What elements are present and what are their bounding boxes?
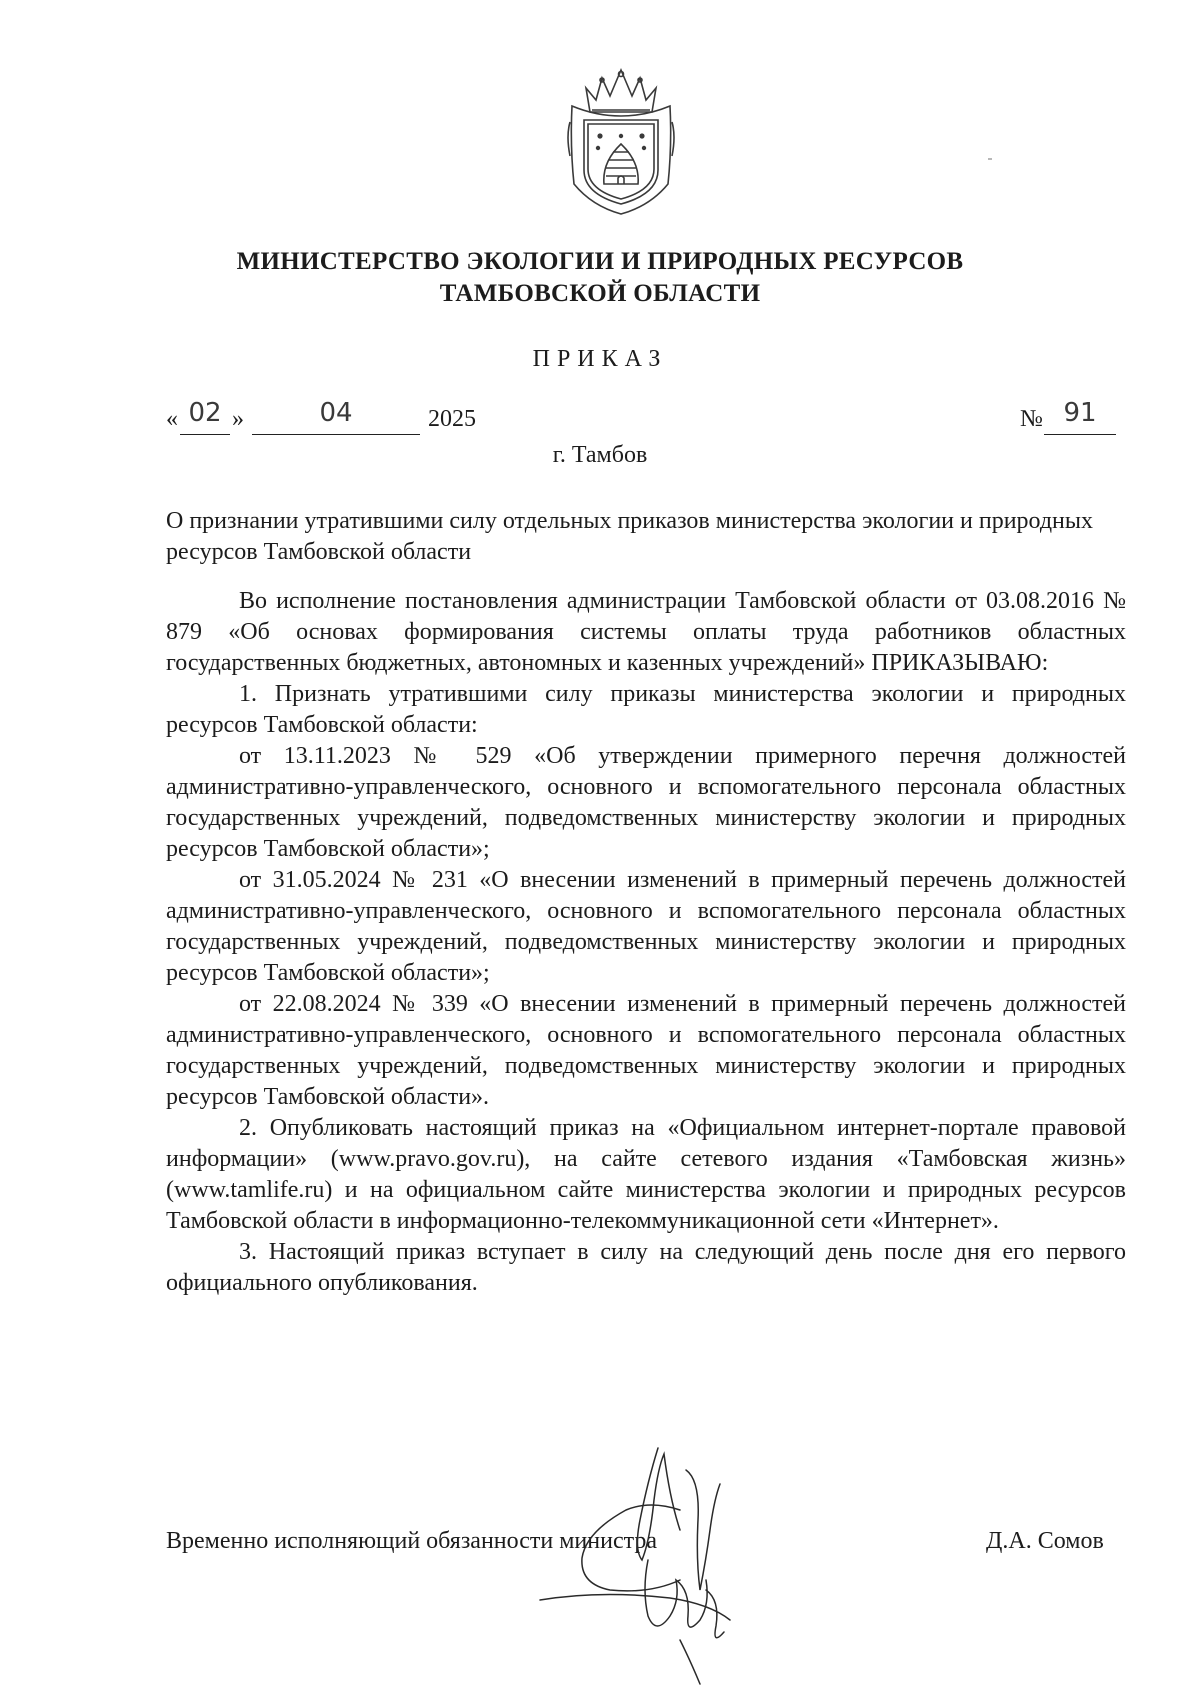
ministry-name-line1: МИНИСТЕРСТВО ЭКОЛОГИИ И ПРИРОДНЫХ РЕСУРСОВ — [236, 248, 964, 275]
clause-3: 3. Настоящий приказ вступает в силу на следующий день после дня его первого официального опубликования. — [166, 1239, 1126, 1296]
preamble-paragraph: Во исполнение постановления администрации Тамбовской области от 03.08.2016 № 879 «Об основах формирования системы оплаты труда работников областных государственных бюджетных, автономных и казенных учреждений» ПРИКАЗЫВАЮ: — [166, 588, 1126, 676]
handwritten-signature-icon — [530, 1440, 800, 1690]
order-number-underline — [1044, 434, 1116, 435]
revoked-order-231: от 31.05.2024 № 231 «О внесении изменений в примерный перечень должностей административно-управленческого, основного и вспомогательного персонала областных государственных учреждений, подведомственных министерству экологии и природных ресурсов Тамбовской области»; — [166, 867, 1126, 986]
signer-position: Временно исполняющий обязанности министра — [166, 1528, 658, 1554]
date-month: 04 — [319, 398, 353, 428]
order-number: 91 — [1063, 398, 1097, 428]
date-day-underline — [180, 434, 230, 435]
document-type-title: ПРИКАЗ — [532, 346, 668, 372]
date-quote-close: » — [232, 406, 244, 432]
scan-mark — [988, 158, 992, 160]
date-day: 02 — [188, 398, 222, 428]
ministry-name-line2: ТАМБОВСКОЙ ОБЛАСТИ — [439, 280, 761, 307]
signer-name: Д.А. Сомов — [986, 1528, 1104, 1554]
tambov-coat-of-arms-icon — [562, 66, 680, 216]
clause-2: 2. Опубликовать настоящий приказ на «Официальном интернет-портале правовой информации» (www.pravo.gov.ru), на сайте сетевого издания «Тамбовская жизнь» (www.tamlife.ru) и на официальном сайте министерства экологии и природных ресурсов Тамбовской области в информационно-телекоммуникационной сети «Интернет». — [166, 1115, 1126, 1234]
revoked-order-529: от 13.11.2023 № 529 «Об утверждении примерного перечня должностей административно-управленческого, основного и вспомогательного персонала областных государственных учреждений, подведомственных министерству экологии и природных ресурсов Тамбовской области»; — [166, 743, 1126, 862]
order-subject: О признании утратившими силу отдельных приказов министерства экологии и природных ресурсов Тамбовской области — [166, 508, 1094, 565]
clause-1: 1. Признать утратившими силу приказы министерства экологии и природных ресурсов Тамбовской области: — [166, 681, 1126, 738]
date-quote-open: « — [166, 406, 178, 432]
order-body — [166, 586, 1126, 1299]
revoked-order-339: от 22.08.2024 № 339 «О внесении изменений в примерный перечень должностей административно-управленческого, основного и вспомогательного персонала областных государственных учреждений, подведомственных министерству экологии и природных ресурсов Тамбовской области». — [166, 991, 1126, 1110]
city: г. Тамбов — [552, 442, 648, 468]
date-year: 2025 — [428, 406, 476, 432]
order-number-label: № — [1020, 406, 1043, 432]
date-month-underline — [252, 434, 420, 435]
